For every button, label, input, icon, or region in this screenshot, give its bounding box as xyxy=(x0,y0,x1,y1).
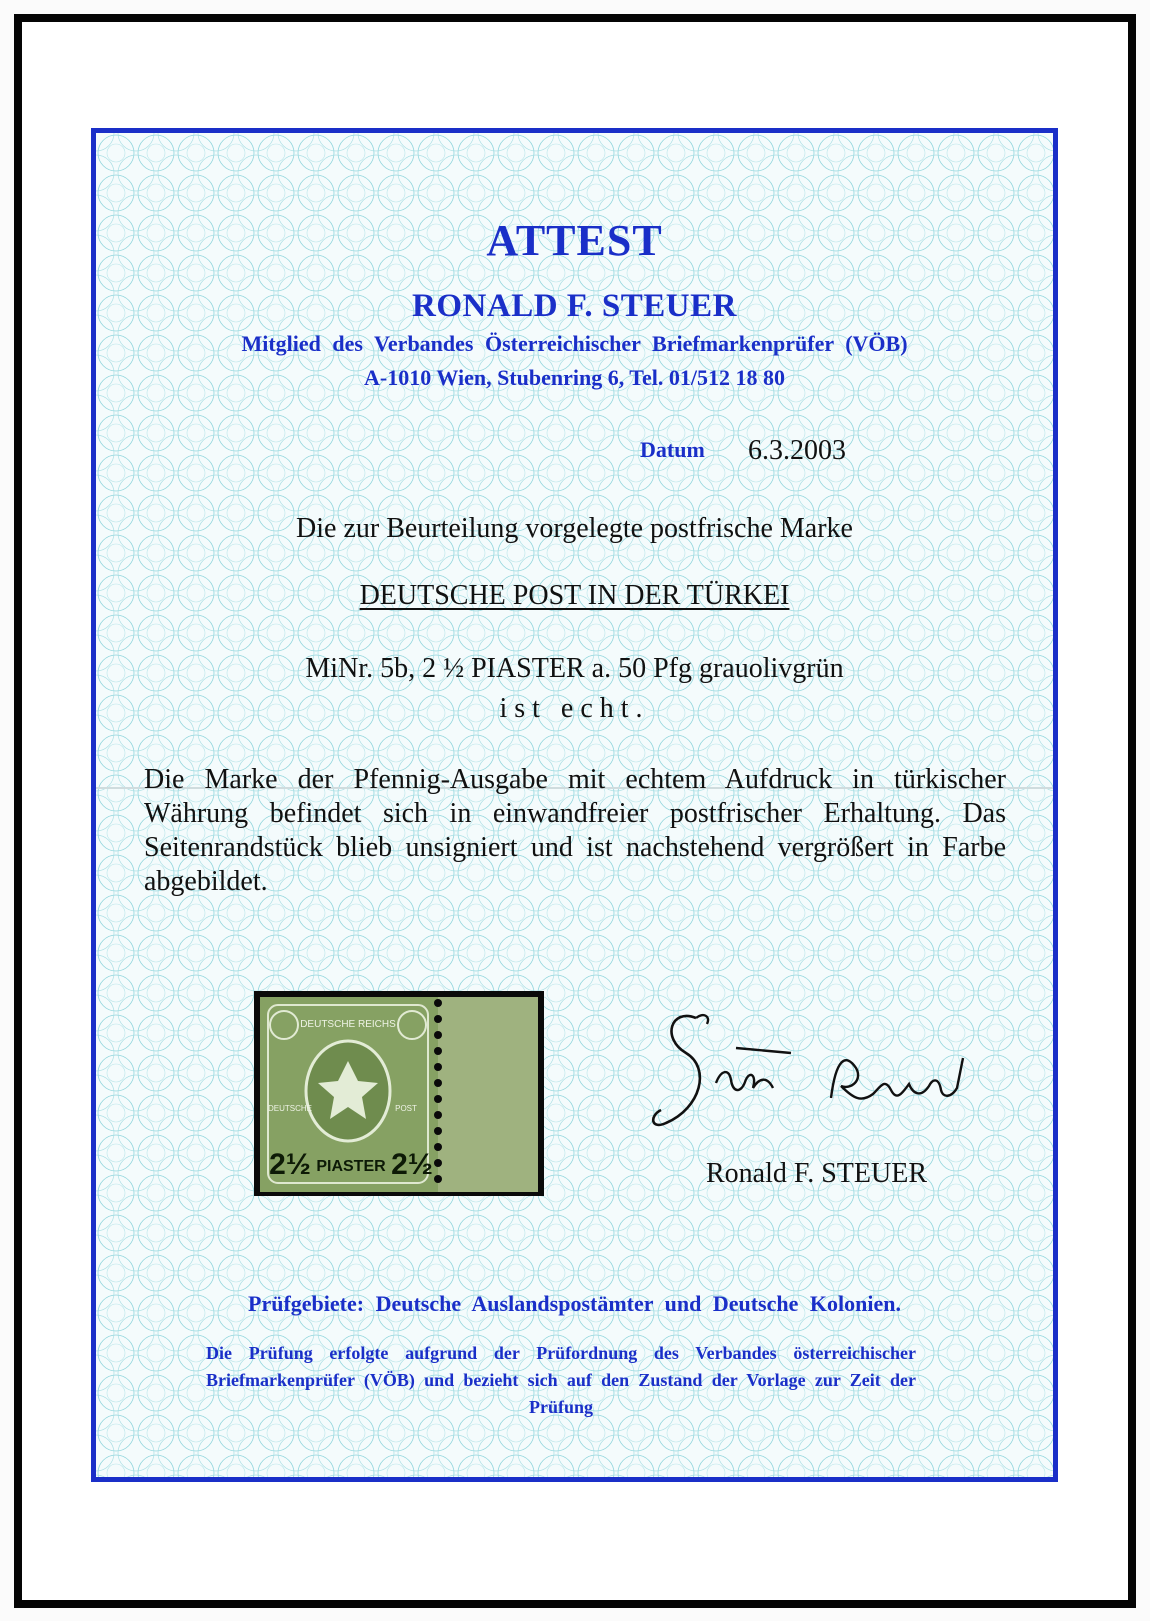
description-paragraph: Die Marke der Pfennig-Ausgabe mit echtem Aufdruck in türkischer Währung befindet sich in einwandfreier postfrischer Erhaltung. Das Seitenrandstück blieb unsigniert und ist nachstehend vergrößert in Farbe abgebildet. xyxy=(144,764,1006,897)
stamp-right-text: POST xyxy=(395,1104,417,1113)
intro-text: Die zur Beurteilung vorgelegte postfrische Marke xyxy=(296,513,853,544)
certificate-title: ATTEST xyxy=(486,216,663,265)
examiner-name: RONALD F. STEUER xyxy=(412,288,737,324)
country-heading: DEUTSCHE POST IN DER TÜRKEI xyxy=(359,580,790,611)
certificate xyxy=(91,128,1058,1482)
stamp-left-text: DEUTSCHE xyxy=(267,1104,313,1113)
stamp-overprint-value-left: 2½ xyxy=(269,1148,311,1181)
verdict-text: ist echt. xyxy=(499,693,650,724)
date-label: Datum xyxy=(640,437,705,462)
handwritten-signature xyxy=(641,998,991,1148)
examination-areas: Prüfgebiete: Deutsche Auslandspostämter und Deutsche Kolonien. xyxy=(248,1291,901,1316)
examiner-membership: Mitglied des Verbandes Österreichischer Briefmarkenprüfer (VÖB) xyxy=(241,331,908,356)
stamp-top-text: DEUTSCHE REICHS xyxy=(300,1019,396,1030)
fine-print: Die Prüfung erfolgte aufgrund der Prüfordnung des Verbandes österreichischer Briefmarkenprüfer (VÖB) und bezieht sich auf den Zustand der Vorlage zur Zeit der Prüfung xyxy=(206,1343,916,1417)
examiner-address: A-1010 Wien, Stubenring 6, Tel. 01/512 18 80 xyxy=(364,365,785,390)
stamp-overprint-value-right: 2½ xyxy=(391,1148,433,1181)
stamp-catalog-line: MiNr. 5b, 2 ½ PIASTER a. 50 Pfg grauolivgrün xyxy=(305,653,844,684)
stamp-photo xyxy=(254,991,544,1196)
stamp-illustration xyxy=(254,991,544,1196)
signer-name: Ronald F. STEUER xyxy=(706,1158,927,1189)
date-value: 6.3.2003 xyxy=(748,435,846,466)
stamp-overprint-word: PIASTER xyxy=(316,1158,386,1175)
